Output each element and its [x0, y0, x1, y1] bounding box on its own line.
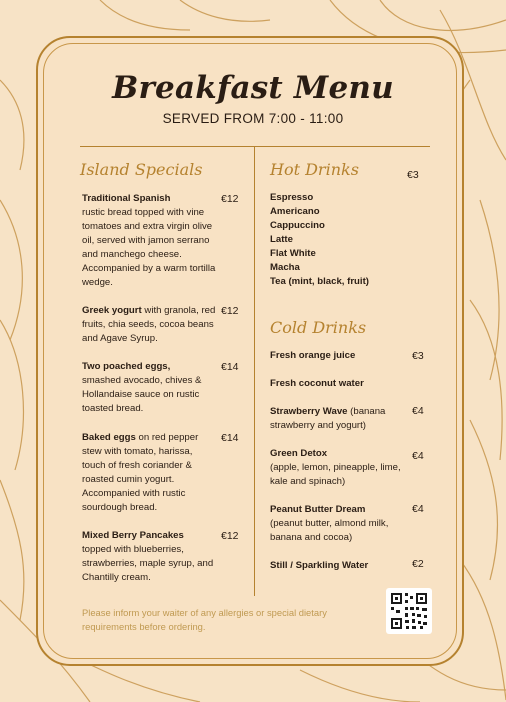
drink-desc: (peanut butter, almond milk, banana and cocoa)	[270, 518, 389, 543]
drink-price: €4	[412, 450, 424, 462]
item-desc: smashed avocado, chives & Hollandaise sauce on rustic toasted bread.	[82, 375, 202, 414]
drink-desc: (banana strawberry and yogurt)	[270, 406, 386, 431]
menu-title: Breakfast Menu	[112, 70, 394, 106]
list-item: Tea (mint, black, fruit)	[270, 276, 369, 287]
serving-hours: SERVED FROM 7:00 - 11:00	[162, 111, 344, 126]
drink-name: Strawberry Wave	[270, 406, 348, 417]
hot-drinks-heading: Hot Drinks	[270, 160, 359, 179]
list-item: Cappuccino	[270, 220, 325, 231]
drink-item	[270, 503, 402, 545]
drink-desc: (apple, lemon, pineapple, lime, kale and spinach)	[270, 462, 401, 487]
item-name: Greek yogurt	[82, 305, 142, 316]
column-divider	[254, 146, 255, 596]
item-price: €14	[221, 432, 239, 444]
drink-price: €4	[412, 503, 424, 515]
item-desc: topped with blueberries, strawberries, maple syrup, and Chantilly cream.	[82, 544, 214, 583]
item-price: €12	[221, 305, 239, 317]
list-item: Espresso	[270, 192, 314, 203]
drink-name: Green Detox	[270, 448, 328, 459]
top-divider	[80, 146, 430, 147]
menu-item	[82, 431, 212, 515]
drink-name: Peanut Butter Dream	[270, 504, 366, 515]
menu-item	[82, 192, 216, 290]
item-desc: rustic bread topped with vine tomatoes and extra virgin olive oil, served with jamon serrano and manchego cheese. Accompanied by a warm tortilla wedge.	[82, 207, 216, 288]
drink-item: Fresh orange juice	[270, 350, 356, 361]
item-name: Two poached eggs,	[82, 361, 171, 372]
drink-item	[270, 447, 412, 489]
list-item: Americano	[270, 206, 320, 217]
item-desc: on red pepper stew with tomato, harissa, touch of fresh coriander & roasted cumin yogurt. Accompanied with rustic sourdough bread.	[82, 432, 199, 513]
list-item: Flat White	[270, 248, 316, 259]
hot-drinks-list	[270, 191, 369, 289]
item-desc: with granola, red fruits, chia seeds, cocoa beans and Agave Syrup.	[82, 305, 216, 344]
item-price: €12	[221, 530, 239, 542]
drink-price: €4	[412, 405, 424, 417]
drink-item: Still / Sparkling Water	[270, 560, 369, 571]
hot-drinks-price: €3	[407, 169, 419, 181]
drink-price: €2	[412, 558, 424, 570]
allergy-note: Please inform your waiter of any allergies or special dietary requirements before ordering.	[82, 607, 327, 632]
island-specials-heading: Island Specials	[80, 160, 203, 179]
menu-item	[82, 304, 222, 346]
menu-item	[82, 529, 216, 585]
drink-price: €3	[412, 350, 424, 362]
item-price: €14	[221, 361, 239, 373]
qr-code-icon[interactable]	[386, 588, 432, 634]
drink-item: Fresh coconut water	[270, 378, 364, 389]
menu-item	[82, 360, 216, 416]
item-name: Mixed Berry Pancakes	[82, 530, 184, 541]
item-name: Baked eggs	[82, 432, 136, 443]
drink-item	[270, 405, 400, 433]
item-price: €12	[221, 193, 239, 205]
list-item: Macha	[270, 262, 300, 273]
item-name: Traditional Spanish	[82, 193, 171, 204]
cold-drinks-heading: Cold Drinks	[270, 318, 367, 337]
list-item: Latte	[270, 234, 293, 245]
